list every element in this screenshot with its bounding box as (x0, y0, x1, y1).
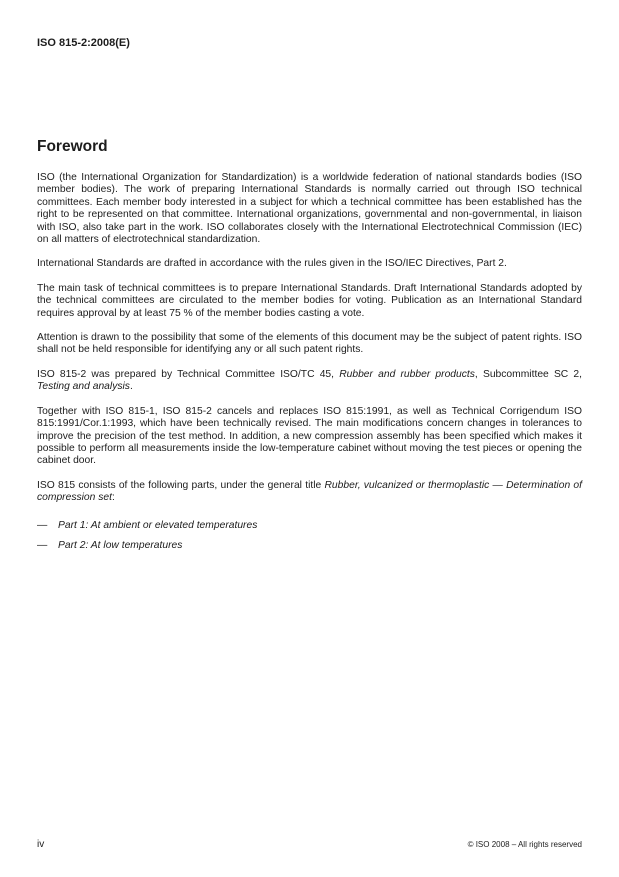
paragraph (37, 283, 582, 320)
document-reference: ISO 815-2:2008(E) (37, 37, 130, 49)
text-run: Attention is drawn to the possibility that some of the elements of this document may be the subject of patent rights. ISO shall not be held responsible for identifying any or all such patent rights. (37, 332, 582, 356)
paragraph (37, 480, 582, 505)
list-item (37, 520, 582, 532)
paragraph (37, 406, 582, 468)
text-run: ISO (the International Organization for Standardization) is a worldwide federation of national standards bodies (ISO member bodies). The work of preparing International Standards is normally carried out through ISO technical committees. Each member body interested in a subject for which a technical committee has been established has the right to be represented on that committee. International organizations, governmental and non-governmental, in liaison with ISO, also take part in the work. ISO collaborates closely with the International Electrotechnical Commission (IEC) on all matters of electrotechnical standardization. (37, 172, 582, 246)
italic-text-run: Testing and analysis (37, 381, 130, 393)
page-title: Foreword (37, 138, 108, 155)
paragraph (37, 332, 582, 357)
list-item (37, 540, 582, 552)
italic-text-run: Rubber, vulcanized or thermoplastic — Determination of compression set (37, 479, 583, 504)
paragraph (37, 258, 582, 270)
text-run: . (129, 381, 133, 393)
paragraph (37, 369, 582, 394)
list-item-dash: — (37, 539, 48, 551)
list-item-dash: — (37, 519, 48, 531)
text-run: , Subcommittee SC 2, (474, 368, 583, 380)
page-number: iv (37, 839, 45, 850)
paragraph (37, 172, 582, 246)
list-item-text (58, 540, 182, 552)
copyright-notice: © ISO 2008 – All rights reserved (467, 840, 582, 849)
text-run: Together with ISO 815-1, ISO 815-2 cancels and replaces ISO 815:1991, as well as Technical Corrigendum ISO 815:1991/Cor.1:1993, which have been technically revised. The main modifications concern changes in tolerances to improve the precision of the test method. In addition, a new compression assembly has been specified which makes it possible to perform all measurements inside the low-temperature cabinet without moving the test pieces or opening the cabinet door. (37, 405, 582, 467)
text-run: ISO 815 consists of the following parts, under the general title (37, 479, 325, 491)
text-run: International Standards are drafted in accordance with the rules given in the ISO/IEC Directives, Part 2. (37, 258, 507, 270)
text-run: : (111, 492, 115, 504)
italic-text-run: Part 1: At ambient or elevated temperatures (58, 519, 258, 531)
italic-text-run: Rubber and rubber products (339, 368, 475, 380)
text-run: ISO 815-2 was prepared by Technical Committee ISO/TC 45, (37, 368, 340, 380)
body-paragraphs (37, 172, 582, 505)
parts-list (37, 520, 582, 553)
page-content (37, 0, 582, 560)
italic-text-run: Part 2: At low temperatures (58, 539, 183, 551)
text-run: The main task of technical committees is to prepare International Standards. Draft International Standards adopted by the technical committees are circulated to the member bodies for voting. Publication as an International Standard requires approval by at least 75 % of the member bodies casting a vote. (37, 282, 582, 319)
page-footer (37, 839, 582, 851)
list-item-text (58, 520, 257, 532)
